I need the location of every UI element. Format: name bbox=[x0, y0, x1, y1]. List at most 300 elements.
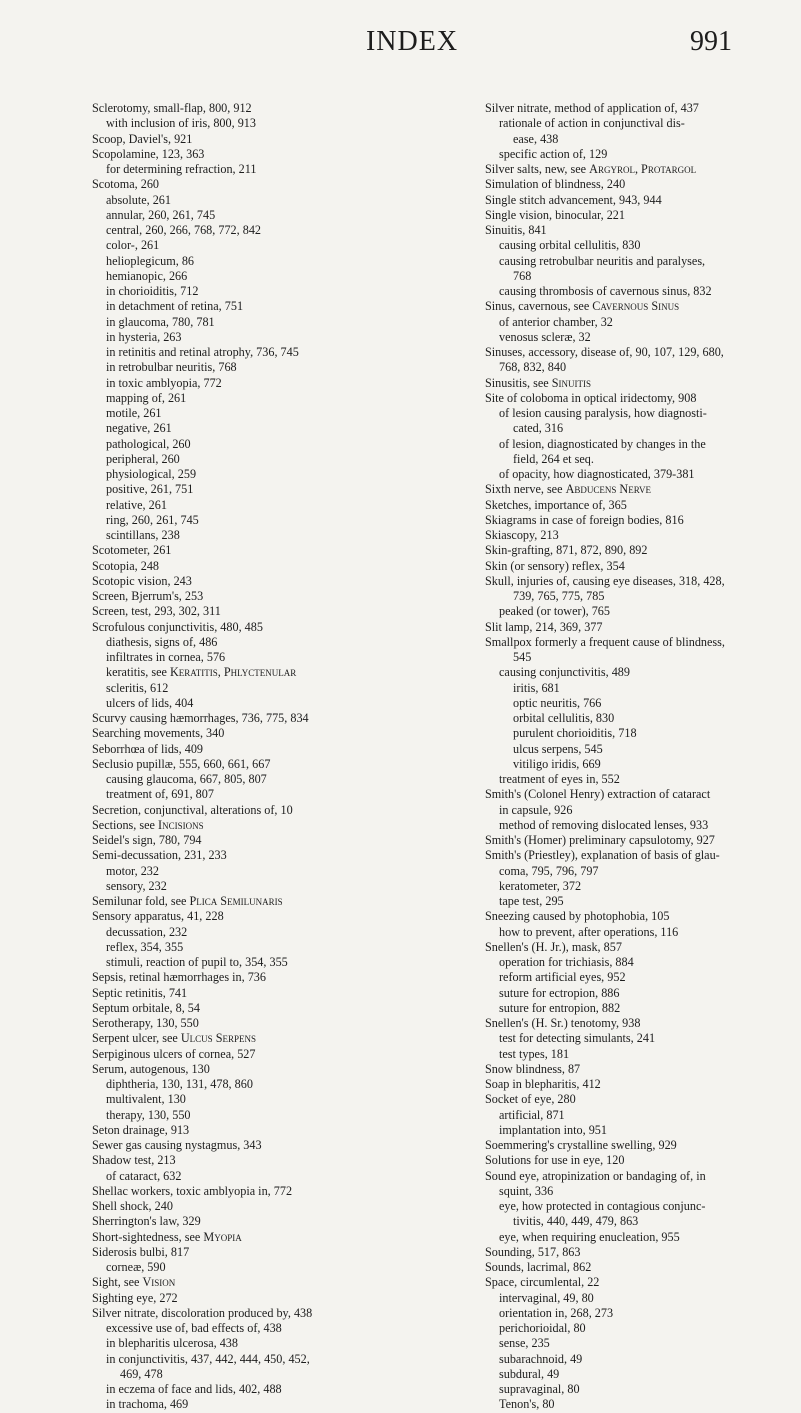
index-entry-text: negative, 261 bbox=[106, 421, 172, 436]
index-entry-text: physiological, 259 bbox=[106, 467, 197, 481]
index-entry-text: Sounds, lacrimal, 862 bbox=[485, 1260, 592, 1274]
index-entry bbox=[485, 513, 801, 528]
index-entry-text: Serum, autogenous, 130 bbox=[92, 1061, 210, 1076]
index-entry bbox=[485, 467, 801, 482]
index-entry bbox=[92, 330, 442, 345]
index-entry-text: Skull, injuries of, causing eye diseases, 318, 428, bbox=[485, 573, 725, 588]
index-entry bbox=[92, 254, 442, 269]
index-entry-text: causing retrobulbar neuritis and paralyses, bbox=[499, 253, 706, 268]
index-entry-text: Sherrington's law, 329 bbox=[92, 1214, 201, 1229]
index-entry bbox=[485, 1199, 801, 1214]
index-entry-text: perichorioidal, 80 bbox=[499, 1321, 586, 1335]
index-entry-text: test types, 181 bbox=[499, 1046, 570, 1061]
index-entry bbox=[485, 1306, 801, 1321]
index-entry-text: artificial, 871 bbox=[499, 1107, 565, 1122]
index-entry bbox=[485, 1016, 801, 1031]
index-entry-text: mapping of, 261 bbox=[106, 390, 187, 405]
index-entry bbox=[485, 1092, 801, 1107]
cross-reference: Sinuitis bbox=[551, 375, 591, 390]
index-entry bbox=[92, 1352, 442, 1367]
index-entry-text: Socket of eye, 280 bbox=[485, 1092, 576, 1107]
index-entry-text: peripheral, 260 bbox=[106, 451, 180, 466]
index-entry-text: in retinitis and retinal atrophy, 736, 745 bbox=[106, 345, 299, 359]
index-entry bbox=[92, 162, 442, 177]
index-entry-text: reflex, 354, 355 bbox=[106, 939, 184, 954]
index-entry-text: diphtheria, 130, 131, 478, 860 bbox=[106, 1077, 253, 1091]
index-entry-text: Sighting eye, 272 bbox=[92, 1290, 178, 1305]
index-entry-text: treatment of, 691, 807 bbox=[106, 787, 214, 802]
index-entry bbox=[485, 879, 801, 894]
index-entry bbox=[485, 1352, 801, 1367]
index-entry-text: Silver salts, new, see bbox=[485, 162, 590, 176]
index-entry-text: Scrofulous conjunctivitis, 480, 485 bbox=[92, 619, 263, 634]
index-entry bbox=[485, 177, 801, 192]
index-entry-text: Semilunar fold, see bbox=[92, 894, 190, 908]
index-entry bbox=[485, 757, 801, 772]
index-entry bbox=[92, 1199, 442, 1214]
index-entry-text: Skiagrams in case of foreign bodies, 816 bbox=[485, 512, 684, 527]
index-entry bbox=[485, 559, 801, 574]
index-entry-text: in hysteria, 263 bbox=[106, 329, 182, 344]
index-entry-text: iritis, 681 bbox=[513, 680, 560, 695]
index-entry-text: Sinuitis, 841 bbox=[485, 223, 547, 237]
index-entry-text: Sinuses, accessory, disease of, 90, 107, 129, 680, bbox=[485, 345, 724, 359]
index-entry-text: suture for ectropion, 886 bbox=[499, 985, 620, 1000]
index-entry bbox=[92, 299, 442, 314]
index-entry bbox=[485, 1047, 801, 1062]
index-entry-text: motile, 261 bbox=[106, 406, 162, 420]
index-entry-text: of lesion causing paralysis, how diagnosti- bbox=[499, 406, 707, 420]
index-entry bbox=[485, 376, 801, 391]
index-entry bbox=[485, 940, 801, 955]
index-entry-text: hemianopic, 266 bbox=[106, 268, 188, 283]
index-entry-text: Skin (or sensory) reflex, 354 bbox=[485, 558, 625, 573]
cross-reference: Abducens Nerve bbox=[565, 482, 651, 497]
index-entry-text: Soemmering's crystalline swelling, 929 bbox=[485, 1138, 677, 1152]
index-entry bbox=[92, 1367, 442, 1382]
index-entry-text: 768 bbox=[513, 268, 532, 283]
index-entry bbox=[92, 1047, 442, 1062]
index-entry-text: Siderosis bulbi, 817 bbox=[92, 1244, 190, 1259]
index-entry-text: with inclusion of iris, 800, 913 bbox=[106, 116, 256, 131]
index-entry-text: Sounding, 517, 863 bbox=[485, 1244, 581, 1259]
index-entry-text: 739, 765, 775, 785 bbox=[513, 589, 605, 603]
index-entry-text: Sensory apparatus, 41, 228 bbox=[92, 909, 224, 924]
index-entry bbox=[92, 116, 442, 131]
index-entry-text: in blepharitis ulcerosa, 438 bbox=[106, 1336, 238, 1351]
index-entry-text: 545 bbox=[513, 650, 532, 664]
index-entry-text: Seidel's sign, 780, 794 bbox=[92, 833, 202, 847]
index-entry-text: Snellen's (H. Sr.) tenotomy, 938 bbox=[485, 1016, 641, 1030]
index-entry bbox=[92, 665, 442, 680]
cross-reference: Myopia bbox=[203, 1229, 242, 1244]
index-entry-text: in trachoma, 469 bbox=[106, 1397, 189, 1412]
index-entry bbox=[92, 1321, 442, 1336]
index-entry bbox=[485, 894, 801, 909]
index-entry-text: squint, 336 bbox=[499, 1183, 554, 1198]
index-entry bbox=[92, 604, 442, 619]
index-entry-text: Simulation of blindness, 240 bbox=[485, 177, 626, 192]
cross-reference: Cavernous Sinus bbox=[592, 299, 680, 314]
index-entry bbox=[485, 498, 801, 513]
index-entry-text: pathological, 260 bbox=[106, 436, 191, 451]
index-entry-text: causing glaucoma, 667, 805, 807 bbox=[106, 772, 267, 786]
index-entry-text: Skiascopy, 213 bbox=[485, 528, 559, 542]
index-entry-text: Skin-grafting, 871, 872, 890, 892 bbox=[485, 543, 648, 558]
index-entry bbox=[485, 848, 801, 863]
index-entry bbox=[92, 650, 442, 665]
index-entry bbox=[92, 1214, 442, 1229]
index-entry bbox=[92, 1397, 442, 1412]
index-entry-text: Serpiginous ulcers of cornea, 527 bbox=[92, 1046, 256, 1061]
index-entry bbox=[485, 345, 801, 360]
index-entry-text: Smith's (Colonel Henry) extraction of cataract bbox=[485, 787, 711, 802]
index-entry bbox=[485, 711, 801, 726]
index-entry-text: Space, circumlental, 22 bbox=[485, 1275, 600, 1290]
index-entry-text: Serotherapy, 130, 550 bbox=[92, 1016, 199, 1030]
index-entry-text: of opacity, how diagnosticated, 379-381 bbox=[499, 467, 695, 481]
index-entry bbox=[92, 726, 442, 741]
index-entry bbox=[92, 955, 442, 970]
index-entry bbox=[92, 513, 442, 528]
index-entry-text: sensory, 232 bbox=[106, 878, 167, 893]
index-entry-text: Sinus, cavernous, see bbox=[485, 299, 593, 314]
index-entry bbox=[92, 1260, 442, 1275]
index-entry-text: Shell shock, 240 bbox=[92, 1199, 173, 1213]
index-entry bbox=[92, 589, 442, 604]
index-entry bbox=[485, 1123, 801, 1138]
index-entry bbox=[485, 1077, 801, 1092]
index-entry bbox=[485, 299, 801, 314]
index-entry-text: diathesis, signs of, 486 bbox=[106, 634, 218, 649]
index-entry bbox=[92, 986, 442, 1001]
index-entry-text: scleritis, 612 bbox=[106, 680, 169, 695]
index-entry bbox=[485, 635, 801, 650]
index-entry bbox=[485, 360, 801, 375]
index-entry bbox=[485, 955, 801, 970]
index-entry-text: motor, 232 bbox=[106, 863, 159, 878]
index-entry-text: Smith's (Homer) preliminary capsulotomy, 927 bbox=[485, 833, 715, 847]
index-entry-text: Screen, test, 293, 302, 311 bbox=[92, 604, 221, 619]
index-entry bbox=[485, 604, 801, 619]
index-entry-text: in detachment of retina, 751 bbox=[106, 299, 244, 314]
index-entry bbox=[92, 787, 442, 802]
index-entry bbox=[485, 269, 801, 284]
index-entry bbox=[92, 1382, 442, 1397]
index-entry bbox=[92, 1169, 442, 1184]
index-entry bbox=[92, 345, 442, 360]
index-entry-text: Septum orbitale, 8, 54 bbox=[92, 1000, 200, 1015]
index-entry-text: Smith's (Priestley), explanation of basis of glau- bbox=[485, 848, 720, 863]
page-number: 991 bbox=[690, 26, 732, 57]
index-entry bbox=[485, 833, 801, 848]
index-entry bbox=[92, 269, 442, 284]
index-entry bbox=[92, 1336, 442, 1351]
index-entry bbox=[92, 620, 442, 635]
index-entry bbox=[485, 162, 801, 177]
index-entry bbox=[485, 406, 801, 421]
index-entry bbox=[92, 1230, 442, 1245]
index-entry bbox=[485, 1138, 801, 1153]
index-entry bbox=[92, 1275, 442, 1290]
index-entry-text: Shadow test, 213 bbox=[92, 1153, 176, 1168]
index-entry-text: eye, when requiring enucleation, 955 bbox=[499, 1229, 680, 1244]
index-entry bbox=[485, 1062, 801, 1077]
index-entry bbox=[485, 650, 801, 665]
index-entry-text: stimuli, reaction of pupil to, 354, 355 bbox=[106, 955, 288, 969]
index-entry bbox=[485, 437, 801, 452]
index-entry bbox=[92, 482, 442, 497]
index-entry bbox=[92, 925, 442, 940]
index-entry-text: causing orbital cellulitis, 830 bbox=[499, 238, 641, 253]
index-entry-text: Scotometer, 261 bbox=[92, 543, 172, 558]
cross-reference: Ulcus Serpens bbox=[180, 1031, 256, 1046]
index-entry-text: in conjunctivitis, 437, 442, 444, 450, 452, bbox=[106, 1351, 310, 1366]
index-entry-text: Sclerotomy, small-flap, 800, 912 bbox=[92, 101, 252, 115]
index-entry bbox=[485, 391, 801, 406]
index-entry bbox=[485, 1275, 801, 1290]
index-entry-text: Single stitch advancement, 943, 944 bbox=[485, 192, 662, 207]
index-entry bbox=[485, 726, 801, 741]
index-entry-text: scintillans, 238 bbox=[106, 528, 180, 542]
index-entry bbox=[92, 757, 442, 772]
index-entry bbox=[92, 574, 442, 589]
index-entry-text: ease, 438 bbox=[513, 131, 559, 146]
index-entry bbox=[485, 421, 801, 436]
index-entry-text: of lesion, diagnosticated by changes in the bbox=[499, 436, 706, 451]
index-entry-text: Serpent ulcer, see bbox=[92, 1031, 181, 1046]
index-entry bbox=[92, 1108, 442, 1123]
index-entry bbox=[92, 421, 442, 436]
index-entry-text: treatment of eyes in, 552 bbox=[499, 772, 620, 786]
index-entry-text: helioplegicum, 86 bbox=[106, 253, 195, 268]
index-entry bbox=[92, 528, 442, 543]
index-entry bbox=[485, 101, 801, 116]
index-entry bbox=[92, 848, 442, 863]
index-entry bbox=[92, 1184, 442, 1199]
index-entry-text: Slit lamp, 214, 369, 377 bbox=[485, 619, 603, 634]
cross-reference: Plica Semilunaris bbox=[189, 894, 283, 908]
page-header bbox=[92, 26, 732, 66]
index-entry-text: venosus scleræ, 32 bbox=[499, 329, 591, 344]
index-entry-text: peaked (or tower), 765 bbox=[499, 604, 610, 619]
index-entry bbox=[485, 315, 801, 330]
index-entry bbox=[92, 742, 442, 757]
index-entry-text: of anterior chamber, 32 bbox=[499, 314, 613, 329]
index-entry-text: absolute, 261 bbox=[106, 192, 171, 207]
index-entry-text: how to prevent, after operations, 116 bbox=[499, 924, 679, 939]
index-entry bbox=[92, 147, 442, 162]
index-entry bbox=[485, 254, 801, 269]
cross-reference: Incisions bbox=[158, 817, 204, 832]
index-entry bbox=[92, 1153, 442, 1168]
index-entry bbox=[92, 894, 442, 909]
index-entry bbox=[92, 360, 442, 375]
index-entry-text: subdural, 49 bbox=[499, 1366, 560, 1381]
index-entry bbox=[485, 1108, 801, 1123]
index-entry bbox=[485, 1367, 801, 1382]
index-entry-text: Snellen's (H. Jr.), mask, 857 bbox=[485, 939, 622, 954]
index-entry-text: decussation, 232 bbox=[106, 924, 188, 939]
index-entry-text: Shellac workers, toxic amblyopia in, 772 bbox=[92, 1183, 293, 1198]
index-entry-text: in glaucoma, 780, 781 bbox=[106, 314, 215, 329]
index-entry bbox=[485, 665, 801, 680]
index-entry bbox=[485, 620, 801, 635]
index-entry-text: Solutions for use in eye, 120 bbox=[485, 1153, 625, 1168]
index-entry bbox=[92, 467, 442, 482]
index-entry-text: Sketches, importance of, 365 bbox=[485, 497, 627, 512]
index-entry-text: multivalent, 130 bbox=[106, 1092, 186, 1107]
index-entry-text: Screen, Bjerrum's, 253 bbox=[92, 589, 204, 603]
index-entry-text: vitiligo iridis, 669 bbox=[513, 756, 601, 771]
index-entry bbox=[485, 1169, 801, 1184]
index-entry bbox=[485, 1184, 801, 1199]
index-entry bbox=[485, 1336, 801, 1351]
index-entry-text: causing conjunctivitis, 489 bbox=[499, 665, 630, 680]
index-entry-text: cated, 316 bbox=[513, 421, 564, 436]
index-entry bbox=[485, 787, 801, 802]
index-entry bbox=[92, 376, 442, 391]
index-entry bbox=[485, 330, 801, 345]
index-entry-text: subarachnoid, 49 bbox=[499, 1351, 583, 1366]
index-entry bbox=[92, 818, 442, 833]
index-entry-text: orientation in, 268, 273 bbox=[499, 1305, 614, 1320]
index-entry-text: Seclusio pupillæ, 555, 660, 661, 667 bbox=[92, 756, 271, 771]
index-entry bbox=[92, 543, 442, 558]
index-entry bbox=[485, 803, 801, 818]
index-entry-text: causing thrombosis of cavernous sinus, 832 bbox=[499, 284, 712, 298]
index-entry bbox=[485, 193, 801, 208]
index-entry-text: Sepsis, retinal hæmorrhages in, 736 bbox=[92, 970, 266, 985]
index-entry-text: Short-sightedness, see bbox=[92, 1229, 204, 1244]
index-entry-text: test for detecting simulants, 241 bbox=[499, 1031, 656, 1046]
index-entry-text: color-, 261 bbox=[106, 238, 160, 253]
index-entry bbox=[485, 208, 801, 223]
index-entry-text: field, 264 et seq. bbox=[513, 451, 594, 466]
index-entry bbox=[92, 177, 442, 192]
index-entry-text: Tenon's, 80 bbox=[499, 1397, 555, 1412]
index-entry bbox=[485, 1260, 801, 1275]
index-entry-text: Scopolamine, 123, 363 bbox=[92, 146, 205, 161]
index-entry-text: 469, 478 bbox=[120, 1366, 163, 1381]
index-entry bbox=[485, 589, 801, 604]
index-entry bbox=[485, 1001, 801, 1016]
index-entry-text: annular, 260, 261, 745 bbox=[106, 207, 216, 222]
index-entry bbox=[92, 1077, 442, 1092]
index-entry bbox=[92, 696, 442, 711]
index-entry-text: Sound eye, atropinization or bandaging of, in bbox=[485, 1168, 706, 1183]
index-entry-text: Scotopic vision, 243 bbox=[92, 573, 192, 588]
index-entry bbox=[485, 818, 801, 833]
index-entry bbox=[92, 1001, 442, 1016]
index-entry bbox=[92, 970, 442, 985]
index-entry-text: Silver nitrate, discoloration produced by, 438 bbox=[92, 1305, 313, 1320]
index-entry-text: supravaginal, 80 bbox=[499, 1382, 580, 1396]
index-entry-text: therapy, 130, 550 bbox=[106, 1107, 191, 1122]
index-entry bbox=[485, 132, 801, 147]
index-entry-text: tivitis, 440, 449, 479, 863 bbox=[513, 1214, 639, 1229]
index-entry-text: corneæ, 590 bbox=[106, 1260, 166, 1274]
index-entry bbox=[485, 1382, 801, 1397]
index-entry bbox=[92, 909, 442, 924]
index-entry bbox=[92, 132, 442, 147]
index-entry-text: excessive use of, bad effects of, 438 bbox=[106, 1321, 282, 1335]
index-entry bbox=[92, 208, 442, 223]
index-entry bbox=[485, 528, 801, 543]
index-entry bbox=[485, 1153, 801, 1168]
index-entry-text: in retrobulbar neuritis, 768 bbox=[106, 360, 237, 375]
index-entry bbox=[92, 1138, 442, 1153]
index-entry bbox=[485, 116, 801, 131]
index-entry-text: Sixth nerve, see bbox=[485, 482, 566, 497]
index-entry-text: in chorioiditis, 712 bbox=[106, 284, 199, 298]
index-entry bbox=[485, 284, 801, 299]
index-entry-text: Sight, see bbox=[92, 1275, 143, 1290]
index-entry bbox=[485, 1214, 801, 1229]
index-entry bbox=[92, 803, 442, 818]
index-entry-text: central, 260, 266, 768, 772, 842 bbox=[106, 223, 262, 237]
index-entry-text: Soap in blepharitis, 412 bbox=[485, 1077, 601, 1091]
cross-reference: Keratitis, Phlyctenular bbox=[169, 665, 297, 680]
index-entry bbox=[92, 1123, 442, 1138]
index-entry-text: Septic retinitis, 741 bbox=[92, 985, 188, 1000]
index-entry-text: eye, how protected in contagious conjunc- bbox=[499, 1199, 706, 1213]
index-entry bbox=[485, 1321, 801, 1336]
index-entry bbox=[92, 452, 442, 467]
index-entry bbox=[92, 711, 442, 726]
index-entry bbox=[485, 986, 801, 1001]
index-entry bbox=[92, 193, 442, 208]
index-entry bbox=[92, 833, 442, 848]
index-entry-text: relative, 261 bbox=[106, 497, 167, 512]
index-entry bbox=[92, 437, 442, 452]
index-entry bbox=[92, 1092, 442, 1107]
index-entry bbox=[485, 1291, 801, 1306]
index-entry bbox=[92, 315, 442, 330]
index-entry-text: ulcus serpens, 545 bbox=[513, 741, 603, 756]
index-entry bbox=[485, 1245, 801, 1260]
index-entry bbox=[92, 406, 442, 421]
index-entry-text: ulcers of lids, 404 bbox=[106, 695, 194, 710]
index-entry bbox=[485, 742, 801, 757]
index-entry bbox=[485, 681, 801, 696]
index-entry-text: in eczema of face and lids, 402, 488 bbox=[106, 1382, 282, 1396]
index-entry-text: positive, 261, 751 bbox=[106, 482, 194, 497]
index-entry bbox=[485, 1031, 801, 1046]
index-entry-text: rationale of action in conjunctival dis- bbox=[499, 116, 685, 131]
index-entry bbox=[92, 1031, 442, 1046]
index-entry-text: optic neuritis, 766 bbox=[513, 695, 602, 710]
index-entry-text: Secretion, conjunctival, alterations of, 10 bbox=[92, 802, 293, 817]
index-entry-text: Scotoma, 260 bbox=[92, 177, 160, 192]
index-entry-text: in capsule, 926 bbox=[499, 802, 573, 817]
index-entry bbox=[92, 223, 442, 238]
index-entry bbox=[485, 1230, 801, 1245]
index-entry-text: tape test, 295 bbox=[499, 894, 564, 908]
index-entry-text: method of removing dislocated lenses, 933 bbox=[499, 817, 709, 832]
index-entry-text: Smallpox formerly a frequent cause of blindness, bbox=[485, 634, 725, 649]
index-entry bbox=[92, 1306, 442, 1321]
index-entry bbox=[485, 452, 801, 467]
index-entry-text: sense, 235 bbox=[499, 1336, 550, 1351]
index-entry bbox=[92, 101, 442, 116]
index-entry-text: Searching movements, 340 bbox=[92, 726, 225, 741]
index-entry-text: intervaginal, 49, 80 bbox=[499, 1290, 594, 1305]
cross-reference: Vision bbox=[142, 1275, 176, 1290]
index-entry bbox=[485, 909, 801, 924]
index-entry bbox=[92, 635, 442, 650]
index-entry-text: Seborrhœa of lids, 409 bbox=[92, 741, 204, 756]
